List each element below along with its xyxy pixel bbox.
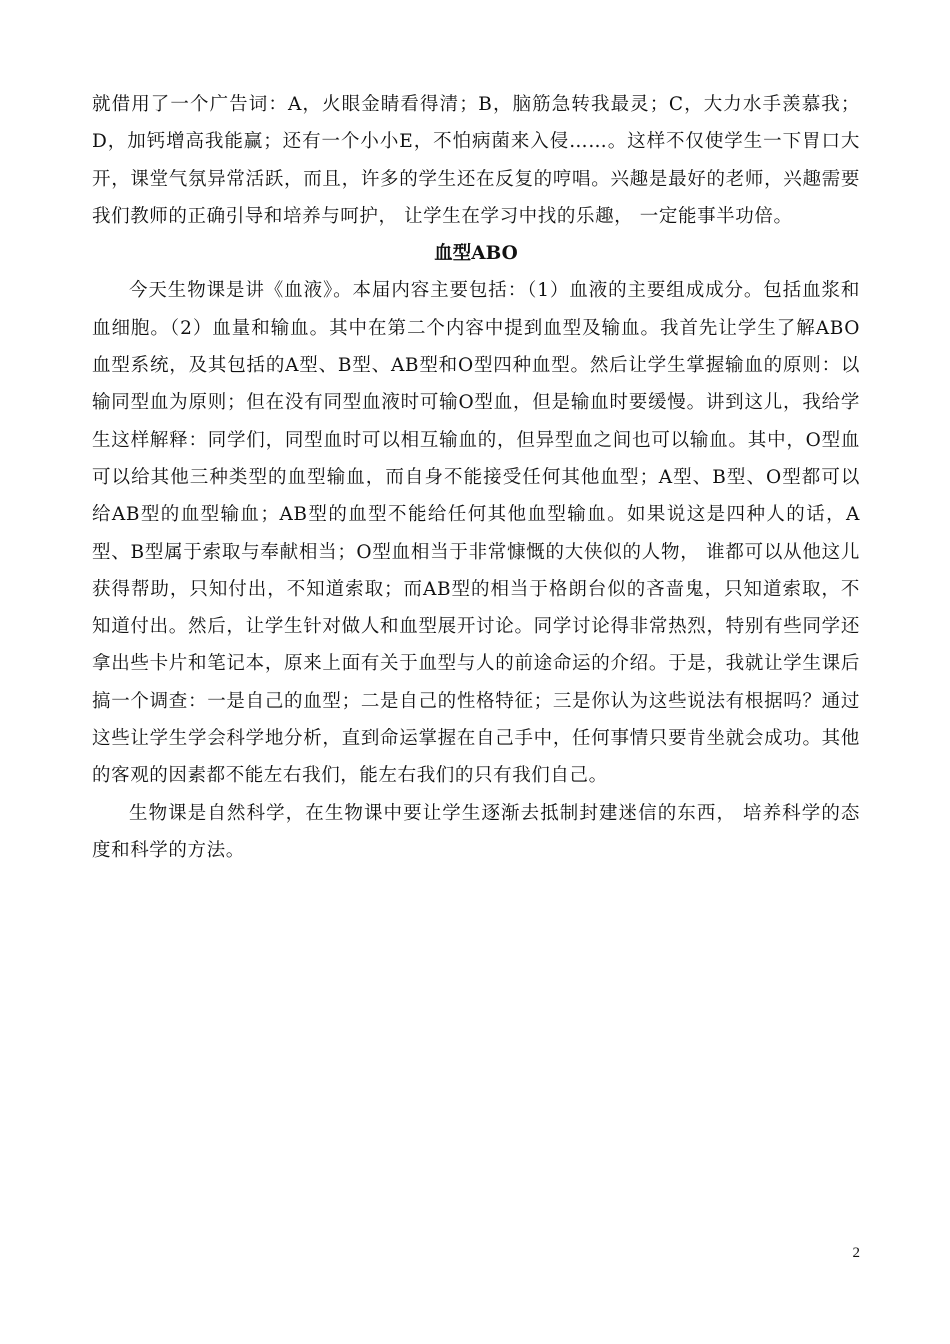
intro-paragraph: 就借用了一个广告词：A，火眼金睛看得清；B，脑筋急转我最灵；C，大力水手羡慕我；D，加钙增高我能赢；还有一个小小E，不怕病菌来入侵……。这样不仅使学生一下胃口大开，课堂气氛异常活跃，而且，许多的学生还在反复的哼唱。兴趣是最好的老师，兴趣需要我们教师的正确引导和培养与呵护， 让学生在学习中找的乐趣， 一定能事半功倍。 <box>92 94 860 227</box>
section-title: 血型ABO <box>434 243 518 265</box>
document-page <box>92 86 860 869</box>
page-number: 2 <box>852 1245 860 1261</box>
section-paragraph-2: 生物课是自然科学，在生物课中要让学生逐渐去抵制封建迷信的东西， 培养科学的态度和科学的方法。 <box>92 802 860 861</box>
section-paragraph-1: 今天生物课是讲《血液》。本届内容主要包括：（1）血液的主要组成成分。包括血浆和血细胞。（2）血量和输血。其中在第二个内容中提到血型及输血。我首先让学生了解ABO血型系统，及其包括的A型、B型、AB型和O型四种血型。然后让学生掌握输血的原则：以输同型血为原则；但在没有同型血液时可输O型血，但是输血时要缓慢。讲到这儿，我给学生这样解释：同学们，同型血时可以相互输血的，但异型血之间也可以输血。其中，O型血可以给其他三种类型的血型输血，而自身不能接受任何其他血型；A型、B型、O型都可以给AB型的血型输血；AB型的血型不能给任何其他血型输血。如果说这是四种人的话，A型、B型属于索取与奉献相当；O型血相当于非常慷慨的大侠似的人物， 谁都可以从他这儿获得帮助，只知付出，不知道索取；而AB型的相当于格朗台似的吝啬鬼，只知道索取，不知道付出。然后，让学生针对做人和血型展开讨论。同学讨论得非常热烈，特别有些同学还拿出些卡片和笔记本，原来上面有关于血型与人的前途命运的介绍。于是，我就让学生课后搞一个调查：一是自己的血型；二是自己的性格特征；三是你认为这些说法有根据吗？通过这些让学生学会科学地分析，直到命运掌握在自己手中，任何事情只要肯坐就会成功。其他的客观的因素都不能左右我们，能左右我们的只有我们自己。 <box>92 280 860 787</box>
